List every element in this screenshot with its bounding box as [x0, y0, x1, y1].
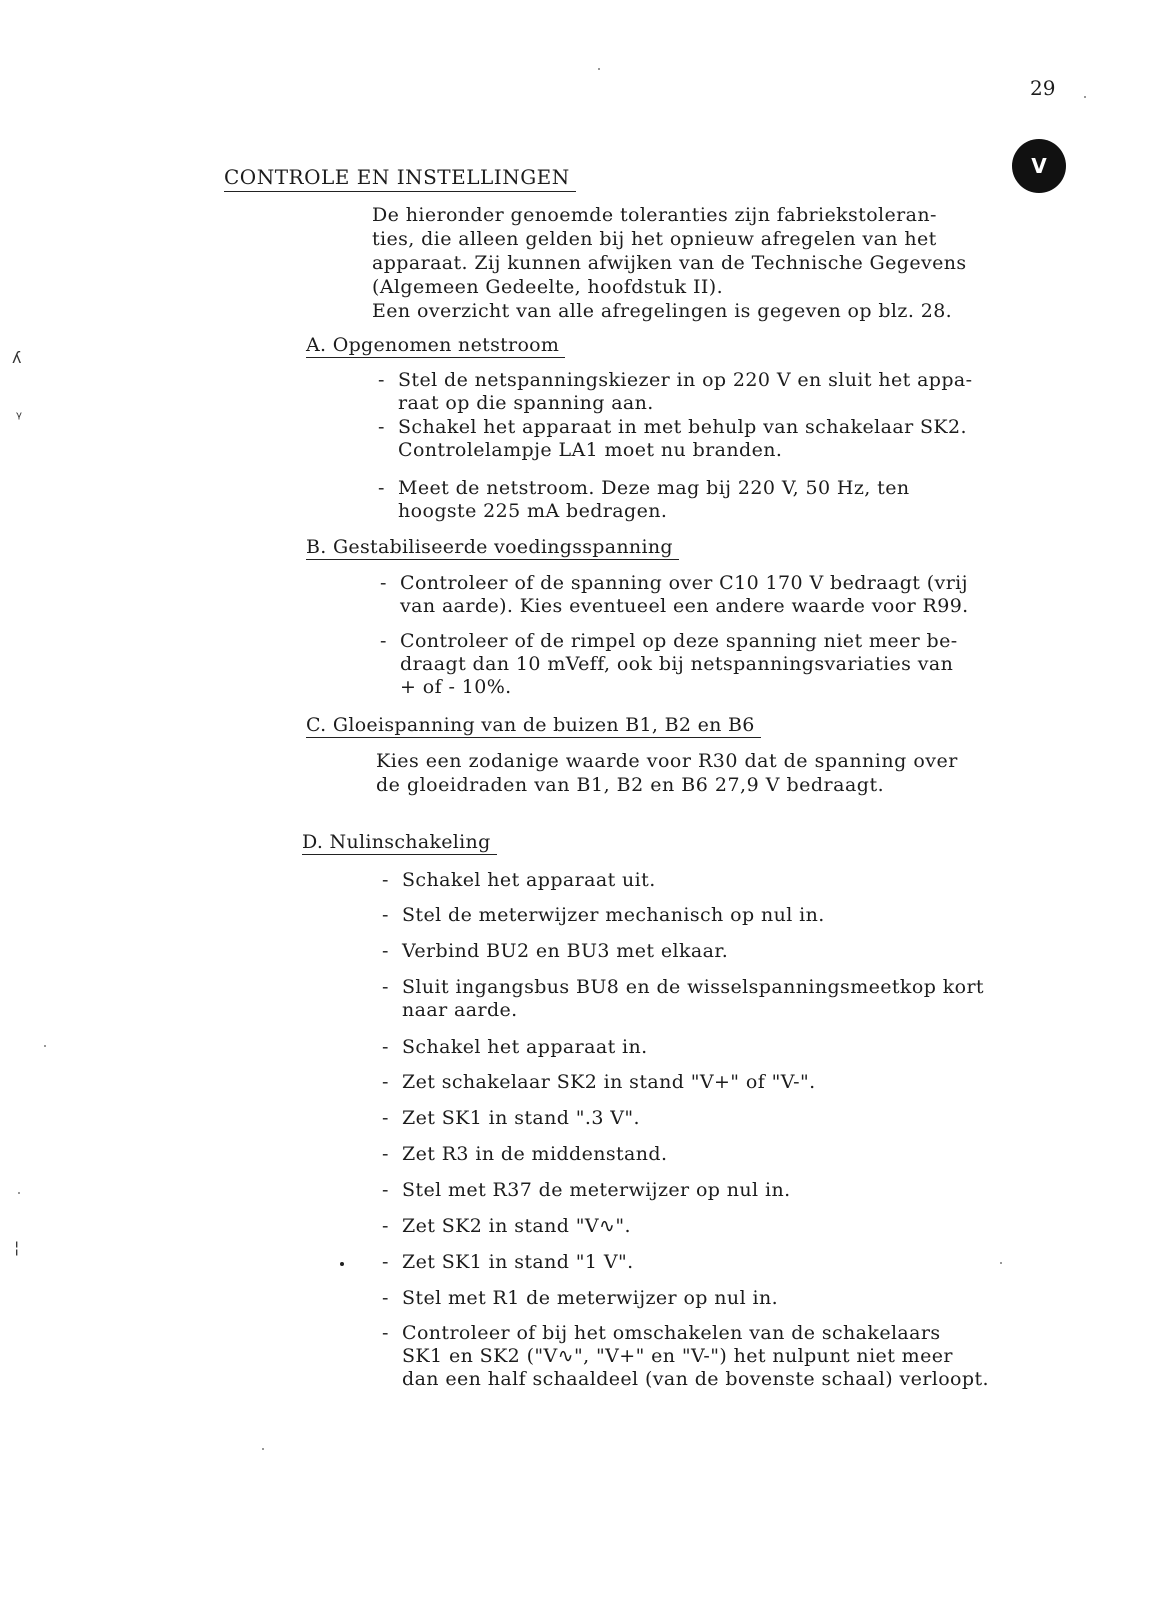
bullet-dash: -	[382, 940, 389, 962]
intro-line: ties, die alleen gelden bij het opnieuw afregelen van het	[372, 228, 937, 250]
bullet-dash: -	[382, 869, 389, 891]
item-line: Sluit ingangsbus BU8 en de wisselspanningsmeetkop kort	[402, 976, 984, 998]
bullet-dash: -	[382, 1287, 389, 1309]
list-item	[378, 477, 1068, 523]
margin-mark: ᵞ	[16, 408, 22, 427]
paragraph-line: Kies een zodanige waarde voor R30 dat de spanning over	[376, 750, 958, 772]
item-line: draagt dan 10 mVeff, ook bij netspanningsvariaties van	[400, 653, 954, 675]
item-line: Stel de meterwijzer mechanisch op nul in.	[402, 904, 825, 926]
bullet-dash: -	[378, 416, 385, 438]
bullet-dash: -	[382, 1036, 389, 1058]
section-d-title: D. Nulinschakeling	[302, 831, 497, 855]
scan-speck	[18, 1192, 20, 1194]
margin-mark: ʎ	[12, 348, 22, 367]
bullet-dash: -	[382, 1322, 389, 1344]
page-title: CONTROLE EN INSTELLINGEN	[224, 165, 576, 192]
bullet-dash: -	[382, 904, 389, 926]
bullet-dash: -	[382, 1251, 389, 1273]
intro-line: Een overzicht van alle afregelingen is gegeven op blz. 28.	[372, 300, 953, 322]
item-line: naar aarde.	[402, 999, 518, 1021]
list-item	[382, 1287, 1072, 1310]
item-line: Stel met R1 de meterwijzer op nul in.	[402, 1287, 779, 1309]
item-line: Stel met R37 de meterwijzer op nul in.	[402, 1179, 791, 1201]
item-line: Schakel het apparaat in.	[402, 1036, 648, 1058]
item-line: Zet SK2 in stand "V∿".	[402, 1215, 631, 1237]
scan-speck	[262, 1448, 264, 1450]
list-item	[378, 416, 1068, 462]
bullet-dash: -	[378, 477, 385, 499]
section-badge: V	[1012, 139, 1066, 193]
item-line: Meet de netstroom. Deze mag bij 220 V, 50 Hz, ten	[398, 477, 910, 499]
list-item	[382, 1071, 1072, 1094]
bullet-dash: -	[382, 1107, 389, 1129]
item-line: Zet SK1 in stand "1 V".	[402, 1251, 634, 1273]
section-c-title: C. Gloeispanning van de buizen B1, B2 en B6	[306, 714, 761, 738]
bullet-dash: -	[382, 976, 389, 998]
section-b-title: B. Gestabiliseerde voedingsspanning	[306, 536, 679, 560]
intro-line: apparaat. Zij kunnen afwijken van de Technische Gegevens	[372, 252, 967, 274]
list-item	[382, 904, 1072, 927]
bullet-dash: -	[382, 1215, 389, 1237]
section-a-title: A. Opgenomen netstroom	[306, 334, 565, 358]
item-line: dan een half schaaldeel (van de bovenste schaal) verloopt.	[402, 1368, 989, 1390]
section-c-text	[376, 749, 1076, 797]
list-item	[380, 572, 1070, 618]
bullet-dash: -	[378, 369, 385, 391]
intro-line: De hieronder genoemde toleranties zijn fabriekstoleran-	[372, 204, 937, 226]
list-item	[380, 630, 1070, 699]
item-line: Controlelampje LA1 moet nu branden.	[398, 439, 783, 461]
item-line: Verbind BU2 en BU3 met elkaar.	[402, 940, 729, 962]
item-line: Schakel het apparaat in met behulp van schakelaar SK2.	[398, 416, 967, 438]
list-item	[382, 1179, 1072, 1202]
list-item	[382, 976, 1072, 1022]
list-item	[382, 940, 1072, 963]
scan-speck	[1084, 96, 1086, 98]
list-item	[382, 1251, 1072, 1274]
list-item	[382, 1036, 1072, 1059]
item-line: + of - 10%.	[400, 676, 512, 698]
item-line: Schakel het apparaat uit.	[402, 869, 656, 891]
scan-speck	[1000, 1262, 1002, 1264]
item-line: hoogste 225 mA bedragen.	[398, 500, 668, 522]
bullet-dash: -	[382, 1143, 389, 1165]
bullet-dash: -	[380, 572, 387, 594]
item-line: SK1 en SK2 ("V∿", "V+" en "V-") het nulpunt niet meer	[402, 1345, 953, 1367]
item-line: raat op die spanning aan.	[398, 392, 654, 414]
list-item	[382, 1322, 1072, 1391]
item-line: Zet SK1 in stand ".3 V".	[402, 1107, 640, 1129]
margin-mark: ¦	[14, 1238, 20, 1257]
list-item	[382, 1215, 1072, 1238]
item-line: Stel de netspanningskiezer in op 220 V en sluit het appa-	[398, 369, 973, 391]
scan-speck	[44, 1045, 46, 1047]
list-item	[382, 869, 1072, 892]
scan-speck	[340, 1262, 344, 1266]
scan-speck	[598, 68, 600, 70]
item-line: Controleer of de rimpel op deze spanning niet meer be-	[400, 630, 958, 652]
intro-paragraph	[372, 203, 1072, 323]
item-line: van aarde). Kies eventueel een andere waarde voor R99.	[400, 595, 969, 617]
bullet-dash: -	[382, 1179, 389, 1201]
item-line: Zet schakelaar SK2 in stand "V+" of "V-".	[402, 1071, 816, 1093]
item-line: Controleer of de spanning over C10 170 V bedraagt (vrij	[400, 572, 968, 594]
intro-line: (Algemeen Gedeelte, hoofdstuk II).	[372, 276, 724, 298]
bullet-dash: -	[382, 1071, 389, 1093]
list-item	[378, 369, 1068, 415]
page-number: 29	[1030, 76, 1056, 100]
item-line: Controleer of bij het omschakelen van de schakelaars	[402, 1322, 941, 1344]
bullet-dash: -	[380, 630, 387, 652]
list-item	[382, 1143, 1072, 1166]
list-item	[382, 1107, 1072, 1130]
item-line: Zet R3 in de middenstand.	[402, 1143, 668, 1165]
paragraph-line: de gloeidraden van B1, B2 en B6 27,9 V bedraagt.	[376, 774, 885, 796]
